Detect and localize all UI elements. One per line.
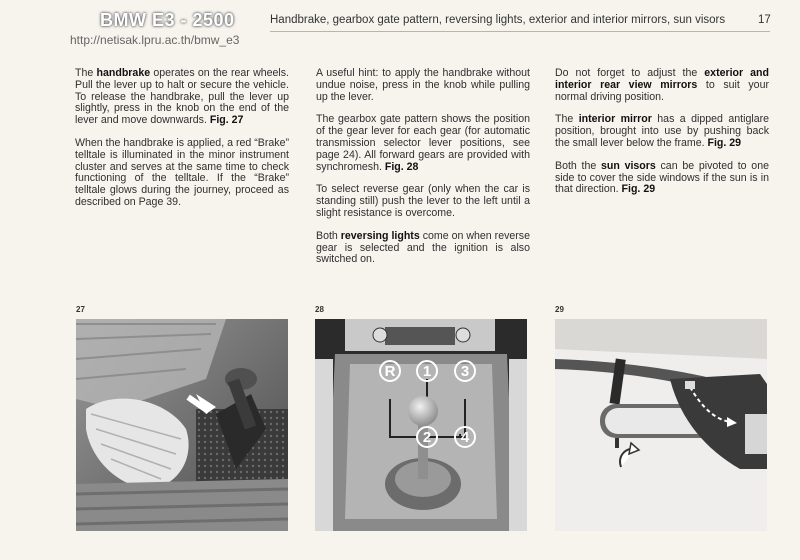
text-run: To select reverse gear (only when the car is standing still) push the lever to the left until a slight resistance is overcome. (316, 183, 530, 219)
gate-label-reverse: R (384, 363, 396, 380)
text-run: The (555, 113, 579, 126)
bold-term: Fig. 28 (384, 160, 419, 173)
paragraph-mirrors (555, 68, 769, 103)
gate-label-3: 3 (460, 363, 470, 380)
text-run: The gearbox gate pattern shows the position of the gear lever for each gear (for automatic transmission selector lever positions, see page 24). All forward gears are provided with synchromesh. (316, 113, 530, 173)
paragraph-interior-mirror (555, 114, 769, 149)
text-column-1 (75, 68, 289, 220)
text-column-2 (316, 68, 530, 277)
paragraph-sun-visors (555, 161, 769, 196)
text-run: operates on the rear wheels. Pull the lever up to halt or secure the vehicle. To release the handbrake, pull the lever up slightly, press in the knob on the end of the lever and move downwards. (75, 67, 289, 127)
header-rule (270, 31, 770, 32)
bold-term: reversing lights (340, 229, 420, 242)
gate-label-1: 1 (422, 363, 432, 380)
page-number: 17 (758, 14, 771, 26)
text-run: to suit your normal driving position. (555, 78, 769, 103)
paragraph-reversing-lights (316, 231, 530, 266)
bold-term: handbrake (96, 67, 151, 79)
figure-28-number: 28 (315, 305, 324, 314)
paragraph-handbrake-hint (316, 68, 530, 103)
text-run: has a dipped antiglare position, brought into use by pushing back the small lever below the frame. (555, 113, 770, 149)
bold-term: Fig. 27 (209, 114, 244, 127)
bold-term: Fig. 29 (707, 136, 742, 149)
text-run: Both the (555, 159, 601, 172)
text-run: can be pivoted to one side to cover the side windows if the sun is in that direction. (555, 159, 769, 196)
bold-term: sun visors (601, 159, 656, 172)
gate-label-4: 4 (460, 429, 470, 446)
bold-term: Fig. 29 (621, 183, 656, 196)
text-run: When the handbrake is applied, a red “Brake” telltale is illuminated in the minor instrument cluster and serves at the same time to check functioning of the telltale. If the “Brake” telltale glows during the journey, proceed as described on Page 39. (75, 136, 289, 208)
figure-29-mirror-visor-photo (555, 319, 767, 531)
text-run: The (75, 67, 97, 79)
figure-27-handbrake-photo (76, 319, 288, 531)
text-run: A useful hint: to apply the handbrake without undue noise, press in the knob while pulling up the lever. (316, 67, 530, 103)
text-run: Do not forget to adjust the (555, 67, 705, 79)
paragraph-brake-telltale (75, 138, 289, 209)
text-run: Both (316, 229, 341, 242)
watermark-title: BMW E3 - 2500 (100, 10, 235, 30)
paragraph-handbrake (75, 68, 289, 127)
bold-term: interior mirror (578, 113, 652, 126)
figure-27-number: 27 (76, 305, 85, 314)
page-header-title: Handbrake, gearbox gate pattern, reversing lights, exterior and interior mirrors, sun visors (270, 14, 726, 26)
figure-29-number: 29 (555, 305, 564, 314)
text-column-3 (555, 68, 769, 207)
watermark-url: http://netisak.lpru.ac.th/bmw_e3 (70, 33, 240, 47)
gate-label-2: 2 (422, 429, 432, 446)
bold-term: exterior and interior rear view mirrors (555, 67, 769, 91)
figure-28-gear-gate-photo (315, 319, 527, 531)
paragraph-reverse-gear (316, 184, 530, 219)
text-run: come on when reverse gear is selected and the ignition is also switched on. (316, 229, 530, 266)
paragraph-gate-pattern (316, 114, 530, 173)
